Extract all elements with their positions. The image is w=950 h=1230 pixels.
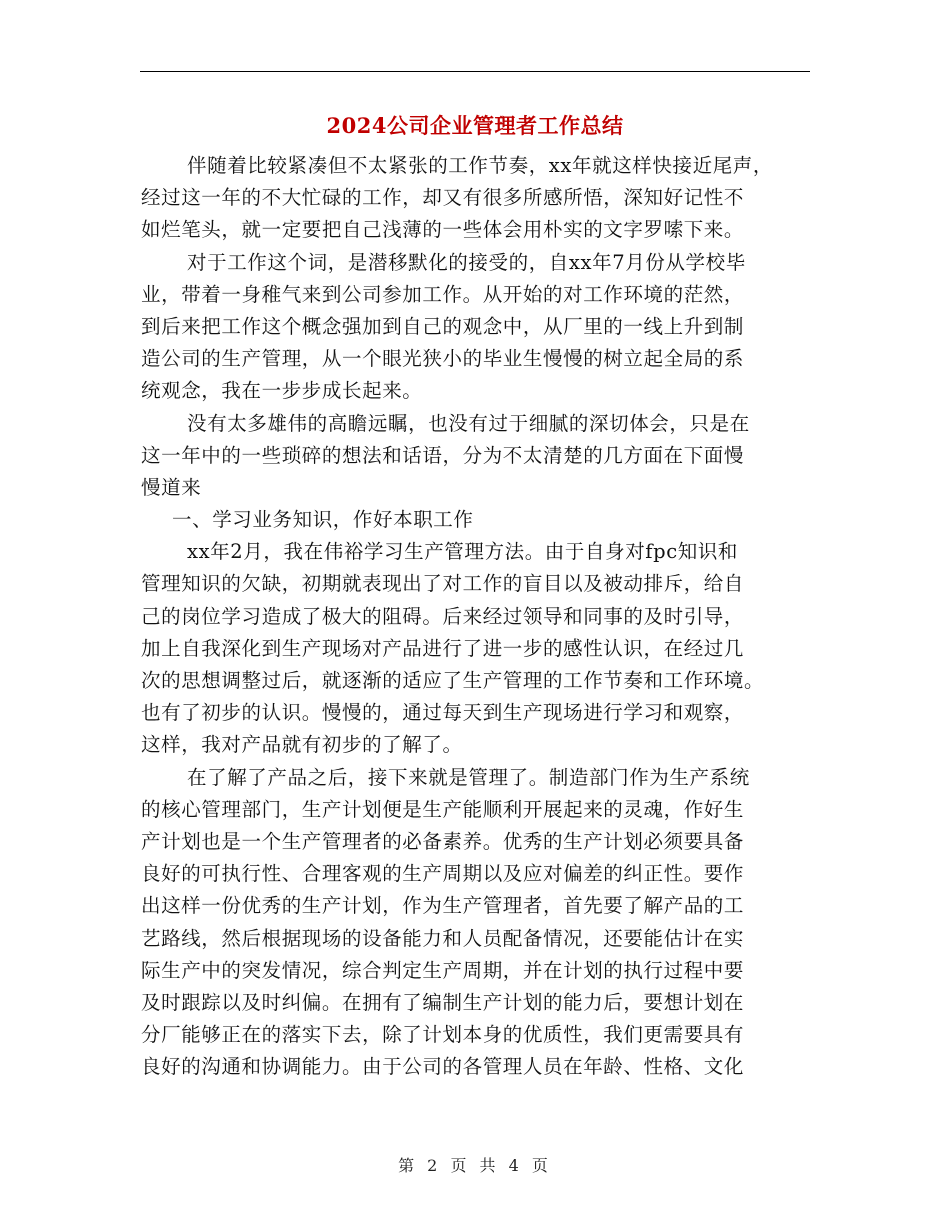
body-line: 慢道来 — [141, 475, 202, 499]
body-line: 统观念，我在一步步成长起来。 — [141, 379, 423, 403]
body-line: 际生产中的突发情况，综合判定生产周期，并在计划的执行过程中要 — [141, 958, 745, 982]
body-line: 管理知识的欠缺，初期就表现出了对工作的盲目以及被动排斥，给自 — [141, 572, 745, 596]
body-line: 到后来把工作这个概念强加到自己的观念中，从厂里的一线上升到制 — [141, 314, 745, 338]
body-line: 这样，我对产品就有初步的了解了。 — [141, 733, 463, 757]
body-line: 也有了初步的认识。慢慢的，通过每天到生产现场进行学习和观察， — [141, 701, 745, 725]
document-body — [141, 150, 812, 1083]
page-number: 第 2 页 共 4 页 — [398, 1156, 552, 1175]
body-line: 伴随着比较紧凑但不太紧张的工作节奏，xx年就这样快接近尾声， — [187, 154, 773, 177]
body-line: 如烂笔头，就一定要把自己浅薄的一些体会用朴实的文字罗嗦下来。 — [141, 218, 745, 242]
body-line: 及时跟踪以及时纠偏。在拥有了编制生产计划的能力后，要想计划在 — [141, 990, 745, 1014]
body-line: 分厂能够正在的落实下去，除了计划本身的优质性，我们更需要具有 — [141, 1023, 745, 1047]
body-line: 良好的沟通和协调能力。由于公司的各管理人员在年龄、性格、文化 — [141, 1055, 745, 1079]
header-rule — [140, 71, 810, 72]
body-line: 的核心管理部门，生产计划便是生产能顺利开展起来的灵魂，作好生 — [141, 797, 745, 821]
body-line: 加上自我深化到生产现场对产品进行了进一步的感性认识，在经过几 — [141, 636, 745, 660]
body-line: 出这样一份优秀的生产计划，作为生产管理者，首先要了解产品的工 — [141, 894, 745, 918]
body-line: 这一年中的一些琐碎的想法和话语，分为不太清楚的几方面在下面慢 — [141, 443, 745, 467]
body-line: 没有太多雄伟的高瞻远瞩，也没有过于细腻的深切体会，只是在 — [187, 411, 750, 435]
body-line: 良好的可执行性、合理客观的生产周期以及应对偏差的纠正性。要作 — [141, 862, 745, 886]
body-line: 己的岗位学习造成了极大的阻碍。后来经过领导和同事的及时引导， — [141, 604, 745, 628]
body-line: 产计划也是一个生产管理者的必备素养。优秀的生产计划必须要具备 — [141, 829, 745, 853]
body-line: 造公司的生产管理，从一个眼光狭小的毕业生慢慢的树立起全局的系 — [141, 347, 745, 371]
body-line: 对于工作这个词，是潜移默化的接受的，自xx年7月份从学校毕 — [187, 250, 746, 274]
body-line: 经过这一年的不大忙碌的工作，却又有很多所感所悟，深知好记性不 — [141, 186, 745, 210]
body-line: 次的思想调整过后，就逐渐的适应了生产管理的工作节奏和工作环境。 — [141, 669, 765, 692]
section-heading: 一、学习业务知识，作好本职工作 — [172, 508, 474, 532]
body-line: 在了解了产品之后，接下来就是管理了。制造部门作为生产系统 — [187, 765, 750, 789]
body-line: 业，带着一身稚气来到公司参加工作。从开始的对工作环境的茫然， — [141, 282, 745, 306]
body-line: xx年2月，我在伟裕学习生产管理方法。由于自身对fpc知识和 — [187, 540, 739, 564]
body-line: 艺路线，然后根据现场的设备能力和人员配备情况，还要能估计在实 — [141, 926, 745, 950]
document-title: 2024公司企业管理者工作总结 — [326, 113, 624, 138]
